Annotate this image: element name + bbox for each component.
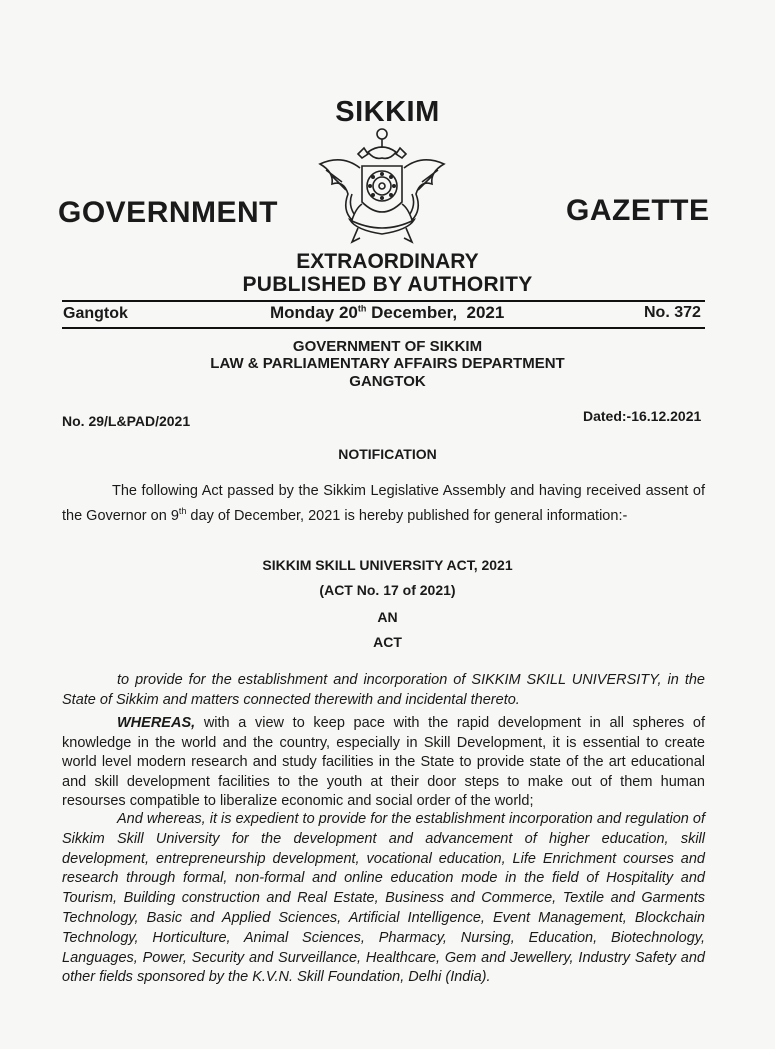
notification-heading: NOTIFICATION [338,446,437,462]
masthead-rule-top [62,300,705,302]
edition-label: EXTRAORDINARY [296,250,479,273]
masthead-government: GOVERNMENT [58,196,279,229]
intro-text-1: The following Act passed by the Sikkim Legislative Assembly and having received assent of the Governor on 9 [62,483,705,524]
intro-text-2: day of December, 2021 is hereby published for general information:- [186,507,628,524]
masthead-state: SIKKIM [335,96,440,128]
reference-number: No. 29/L&PAD/2021 [62,413,191,429]
masthead-gazette: GAZETTE [566,194,710,227]
whereas-text: with a view to keep pace with the rapid development in all spheres of knowledge in the world and the country, especially in Skill Development, it is essential to create world level modern research and study facilities in the State to provide state of the art educational and skill development facilities to the youth at their door steps to make out of them human resourses compatible to liberalize economic and social order of the world; [62,715,705,809]
reference-date: Dated:-16.12.2021 [583,408,702,424]
whereas-label: WHEREAS, [117,715,196,731]
publication-date [270,303,504,323]
intro-paragraph [62,482,705,526]
issue-number: No. 372 [644,304,701,321]
date-suffix: December, 2021 [366,303,505,322]
purpose-paragraph: to provide for the establishment and incorporation of SIKKIM SKILL UNIVERSITY, in the State of Sikkim and matters connected therewith and incidental thereto. [62,672,705,708]
date-prefix: Monday 20 [270,303,358,322]
act-act: ACT [373,634,402,650]
intro-superscript: th [178,505,187,516]
and-whereas-paragraph: And whereas, it is expedient to provide for the establishment incorporation and regulation of Sikkim Skill University for the development and advancement of higher education, skill development, entrepreneurship development, vocational education, Life Enrichment courses and research through formal, non-formal and online education mode in the field of Hospitality and Tourism, Building construction and Real Estate, Business and Commerce, Textile and Garments Technology, Basic and Applied Sciences, Artificial Intelligence, Event Management, Blockchain Technology, Horticulture, Animal Sciences, Pharmacy, Nursing, Education, Biotechnology, Languages, Power, Security and Surveillance, Healthcare, Gem and Jewellery, Industry Safety and other fields sponsored by the K.V.N. Skill Foundation, Delhi (India). [62,811,705,986]
department-name: LAW & PARLIAMENTARY AFFAIRS DEPARTMENT [210,355,565,372]
department-location: GANGTOK [349,373,426,390]
act-number: (ACT No. 17 of 2021) [319,582,456,598]
masthead-rule-bottom [62,327,705,329]
date-superscript: th [357,303,367,314]
authority-label: PUBLISHED BY AUTHORITY [242,273,533,296]
publication-place: Gangtok [63,305,128,322]
whereas-paragraph [62,714,705,812]
act-title: SIKKIM SKILL UNIVERSITY ACT, 2021 [262,557,513,573]
sikkim-emblem-icon [312,124,452,254]
act-an: AN [377,609,398,625]
department-government: GOVERNMENT OF SIKKIM [292,338,483,355]
